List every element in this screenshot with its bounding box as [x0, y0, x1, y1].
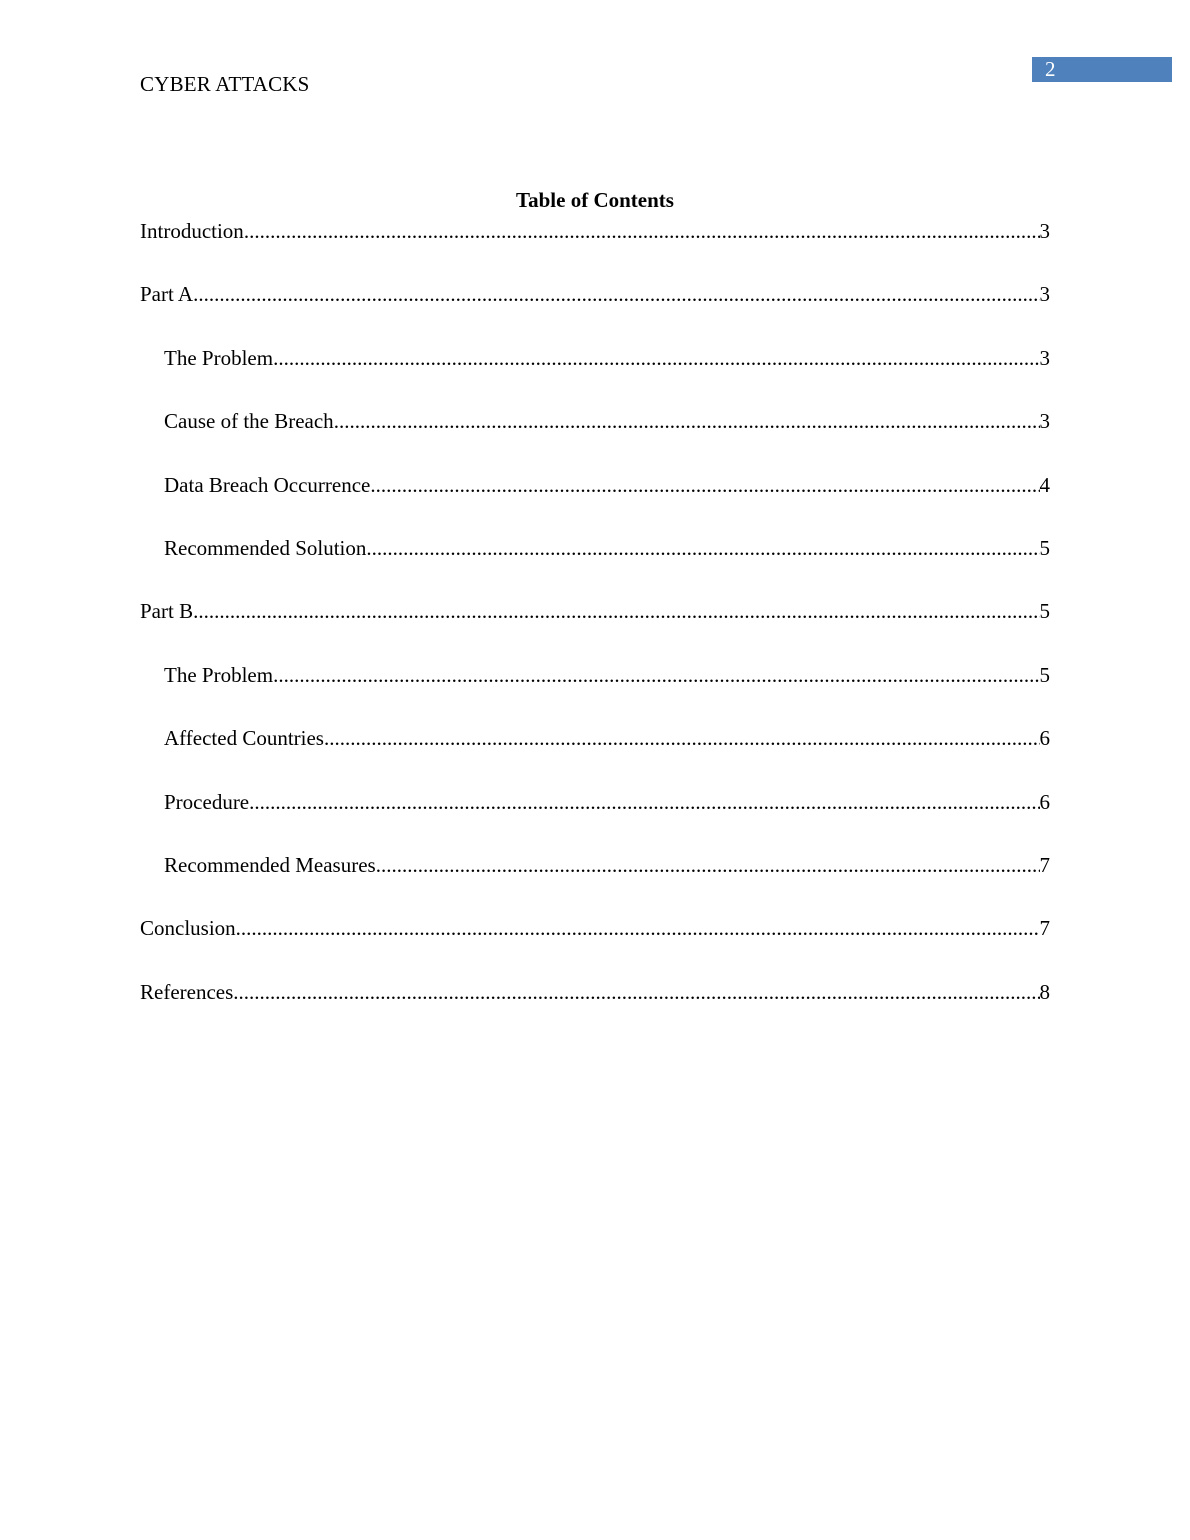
- toc-entry-page: 7: [1039, 916, 1050, 941]
- toc-entry-label: The Problem: [164, 345, 274, 370]
- toc-entry-page: 3: [1039, 345, 1050, 370]
- toc-entry-label: Recommended Solution: [164, 535, 367, 560]
- toc-entry-label: References: [140, 979, 234, 1004]
- toc-entry-page: 5: [1039, 599, 1050, 624]
- toc-entry-page: 3: [1039, 219, 1050, 243]
- toc-entry-page: 6: [1039, 726, 1050, 751]
- toc-entry-introduction[interactable]: [140, 217, 1050, 280]
- toc-dot-leader: [376, 851, 1040, 879]
- page-number: 2: [1032, 57, 1172, 82]
- toc-dot-leader: [236, 914, 1040, 942]
- toc-entry-part-b-the-problem[interactable]: [140, 661, 1050, 724]
- toc-entry-label: Introduction: [140, 219, 244, 243]
- toc-dot-leader: [193, 597, 1039, 625]
- table-of-contents: [140, 217, 1050, 1041]
- toc-dot-leader: [249, 788, 1039, 816]
- toc-entry-page: 7: [1039, 852, 1050, 877]
- toc-entry-label: The Problem: [164, 662, 274, 687]
- toc-dot-leader: [193, 280, 1039, 308]
- toc-entry-label: Affected Countries: [164, 726, 324, 751]
- toc-dot-leader: [244, 217, 1040, 245]
- toc-entry-label: Procedure: [164, 789, 250, 814]
- toc-entry-label: Data Breach Occurrence: [164, 472, 371, 497]
- toc-entry-part-a-the-problem[interactable]: [140, 344, 1050, 407]
- toc-entry-conclusion[interactable]: [140, 914, 1050, 977]
- toc-entry-label: Part A: [140, 282, 194, 307]
- toc-entry-label: Part B: [140, 599, 194, 624]
- toc-entry-label: Recommended Measures: [164, 852, 376, 877]
- toc-entry-page: 4: [1039, 472, 1050, 497]
- toc-dot-leader: [366, 534, 1039, 562]
- toc-entry-affected-countries[interactable]: [140, 724, 1050, 787]
- toc-dot-leader: [233, 978, 1039, 1006]
- toc-entry-procedure[interactable]: [140, 788, 1050, 851]
- toc-dot-leader: [324, 724, 1040, 752]
- toc-entry-recommended-solution[interactable]: [140, 534, 1050, 597]
- toc-entry-page: 8: [1039, 979, 1050, 1004]
- toc-dot-leader: [370, 471, 1039, 499]
- toc-entry-cause-of-the-breach[interactable]: [140, 407, 1050, 470]
- toc-entry-page: 3: [1039, 282, 1050, 307]
- toc-entry-page: 5: [1039, 535, 1050, 560]
- toc-entry-references[interactable]: [140, 978, 1050, 1041]
- toc-entry-page: 3: [1039, 409, 1050, 434]
- toc-entry-data-breach-occurrence[interactable]: [140, 471, 1050, 534]
- toc-dot-leader: [334, 407, 1040, 435]
- toc-entry-part-b[interactable]: [140, 597, 1050, 660]
- toc-dot-leader: [273, 344, 1039, 372]
- toc-title: Table of Contents: [516, 188, 674, 212]
- toc-entry-part-a[interactable]: [140, 280, 1050, 343]
- toc-entry-page: 6: [1039, 789, 1050, 814]
- toc-entry-label: Cause of the Breach: [164, 409, 334, 434]
- toc-entry-label: Conclusion: [140, 916, 236, 941]
- toc-entry-page: 5: [1039, 662, 1050, 687]
- running-head: CYBER ATTACKS: [140, 72, 310, 96]
- toc-dot-leader: [273, 661, 1039, 689]
- toc-entry-recommended-measures[interactable]: [140, 851, 1050, 914]
